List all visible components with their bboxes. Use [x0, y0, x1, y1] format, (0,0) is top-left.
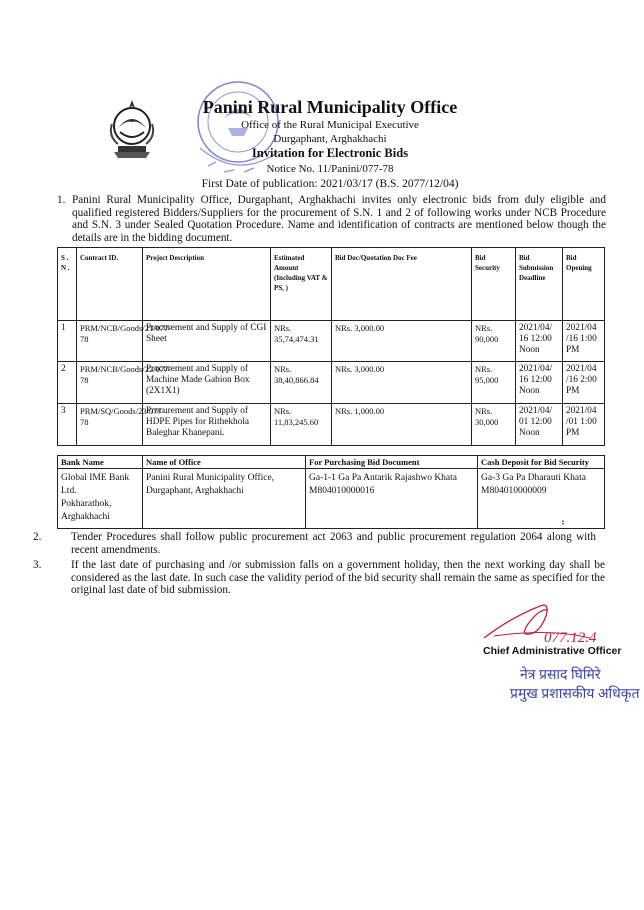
publication-date: First Date of publication: 2021/03/17 (B.S. 2077/12/04): [201, 178, 459, 190]
paragraph-number: 3.: [33, 559, 42, 571]
table-cell: 2021/04 /16 2:00 PM: [563, 362, 605, 404]
column-header: For Purchasing Bid Document: [306, 456, 478, 469]
office-title: Panini Rural Municipality Office: [202, 97, 458, 117]
column-header: Bid Doc/Quotation Doc Fee: [332, 248, 472, 321]
table-cell: PRM/NCB/Goods/21/077-78: [77, 321, 143, 362]
paragraph-text: If the last date of purchasing and /or submission falls on a government holiday, then the next working day shall be considered as the last date. In such case the validity period of the bid security shall remain the same as specified for the original last date of bid submission.: [71, 559, 605, 597]
office-address: Durgaphant, Arghakhachi: [273, 133, 387, 145]
table-cell: 2021/04/ 16 12:00 Noon: [516, 321, 563, 362]
table-cell: 2021/04/ 16 12:00 Noon: [516, 362, 563, 404]
table-cell: Procurement and Supply of CGI Sheet: [143, 321, 271, 362]
office-name-cell: Panini Rural Municipality Office, Durgaphant, Arghakhachi: [143, 469, 306, 529]
officer-name-nepali: नेत्र प्रसाद घिमिरे: [520, 668, 601, 683]
office-subtitle: Office of the Rural Municipal Executive: [241, 119, 419, 131]
paragraph-text: Tender Procedures shall follow public procurement act 2063 and public procurement regulation 2064 along with recent amendments.: [71, 531, 596, 556]
table-cell: 1: [58, 321, 77, 362]
paragraph-number: 2.: [33, 531, 42, 543]
table-cell: PRM/SQ/Goods/23/077-78: [77, 404, 143, 446]
table-cell: NRs. 90,000: [472, 321, 516, 362]
table-row: [58, 321, 605, 362]
column-header: Project Description: [143, 248, 271, 321]
table-row: [58, 469, 605, 529]
bank-branch: Pokharathok, Arghakhachi: [61, 499, 112, 522]
column-header: Name of Office: [143, 456, 306, 469]
table-cell: 2: [58, 362, 77, 404]
purchase-account-cell: Ga-1-1 Ga Pa Antarik Rajashwo Khata M804010000016: [306, 469, 478, 529]
table-row: [58, 362, 605, 404]
table-cell: Procurement and Supply of Machine Made Gabion Box (2X1X1): [143, 362, 271, 404]
bank-name: Global IME Bank Ltd.: [61, 473, 130, 496]
table-cell: NRs. 38,40,866.84: [271, 362, 332, 404]
paragraph-text: Panini Rural Municipality Office, Durgaphant, Arghakhachi invites only electronic bids from duly eligible and qualified registered Bidders/Suppliers for the procurement of S.N. 1 and 2 of following works under NCB Procedure and S.N. 3 under Sealed Quotation Procedure. Name and identification of contracts are mentioned below though the details are in the bidding document.: [72, 194, 606, 244]
table-cell: PRM/NCB/Goods/22/077-78: [77, 362, 143, 404]
column-header: Cash Deposit for Bid Security: [478, 456, 605, 469]
table-cell: NRs. 35,74,474.31: [271, 321, 332, 362]
signature-date: 077.12.4: [544, 630, 597, 646]
column-header: Contract ID.: [77, 248, 143, 321]
notice-number: Notice No. 11/Panini/077-78: [266, 163, 394, 175]
table-cell: Procurement and Supply of HDPE Pipes for Rithekhola Baleghar Khanepani.: [143, 404, 271, 446]
officer-title-nepali: प्रमुख प्रशासकीय अधिकृत: [510, 687, 640, 702]
table-cell: NRs. 3,000.00: [332, 362, 472, 404]
table-header-row: [58, 248, 605, 321]
table-cell: NRs. 1,000.00: [332, 404, 472, 446]
column-header: Bank Name: [58, 456, 143, 469]
bid-table: [57, 247, 605, 446]
table-cell: 2021/04/ 01 12:00 Noon: [516, 404, 563, 446]
column-header: Estimated Amount (Including VAT & PS, ): [271, 248, 332, 321]
table-cell: 2021/04 /01 1:00 PM: [563, 404, 605, 446]
officer-designation: Chief Administrative Officer: [483, 645, 622, 657]
column-header: Bid Security: [472, 248, 516, 321]
bank-details-table: [57, 455, 605, 529]
table-cell: NRs. 30,000: [472, 404, 516, 446]
table-cell: NRs. 95,000: [472, 362, 516, 404]
invitation-heading: Invitation for Electronic Bids: [251, 146, 409, 160]
stray-mark: ⠆: [561, 517, 568, 527]
table-row: [58, 404, 605, 446]
table-cell: 2021/04 /16 1:00 PM: [563, 321, 605, 362]
column-header: S . N .: [58, 248, 77, 321]
bank-name-cell: [58, 469, 143, 529]
deposit-account-cell: Ga-3 Ga Pa Dharauti Khata M804010000009: [478, 469, 605, 529]
table-cell: 3: [58, 404, 77, 446]
column-header: Bid Submission Deadline: [516, 248, 563, 321]
table-header-row: [58, 456, 605, 469]
paragraph-number: 1.: [57, 194, 66, 206]
column-header: Bid Opening: [563, 248, 605, 321]
table-cell: NRs. 3,000.00: [332, 321, 472, 362]
table-cell: NRs. 11,83,245.60: [271, 404, 332, 446]
